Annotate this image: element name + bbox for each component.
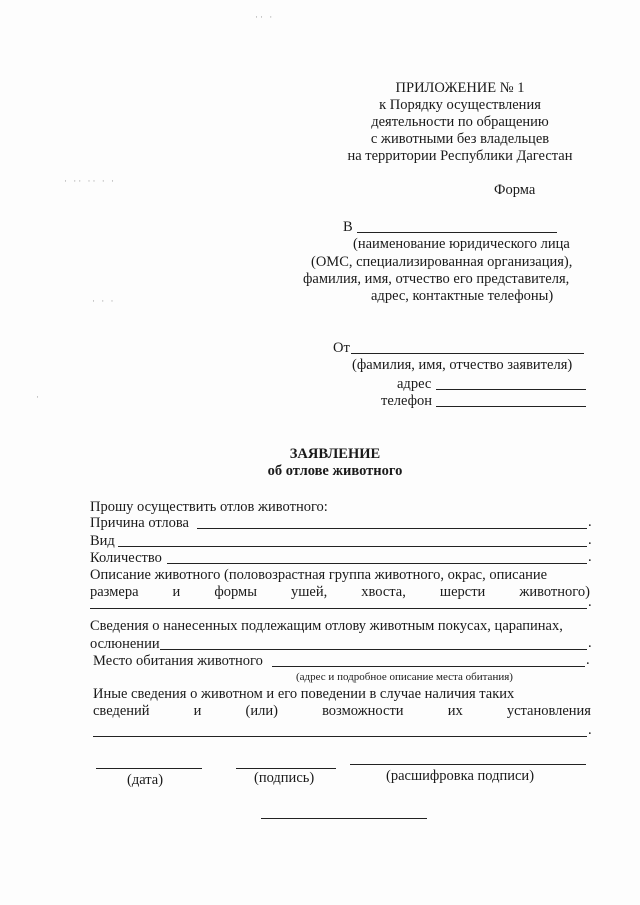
appendix-title: ПРИЛОЖЕНИЕ № 1 — [395, 80, 525, 96]
address-field-line[interactable] — [436, 389, 586, 390]
word: возможности — [322, 703, 404, 719]
to-prefix: В — [343, 219, 353, 235]
count-field-line[interactable] — [167, 563, 587, 564]
to-field-line[interactable] — [357, 232, 557, 233]
line-dot: . — [588, 514, 592, 530]
description-line2 — [90, 584, 590, 601]
date-caption: (дата) — [127, 772, 164, 788]
scratches-field-line[interactable] — [160, 649, 587, 650]
appendix-line: на территории Республики Дагестан — [347, 148, 573, 164]
scan-noise: · ·· ·· · · — [64, 176, 116, 186]
reason-label: Причина отлова — [90, 515, 189, 531]
reason-field-line[interactable] — [197, 528, 587, 529]
word: шерсти — [439, 584, 486, 600]
to-hint: (ОМС, специализированная организация), — [311, 254, 573, 270]
other-info-line2 — [93, 703, 591, 720]
word: (или) — [245, 703, 278, 719]
line-dot: . — [588, 594, 592, 610]
word: и — [193, 703, 202, 719]
word: и — [172, 584, 181, 600]
from-field-line[interactable] — [351, 353, 584, 354]
word: формы — [214, 584, 257, 600]
description-line1: Описание животного (половозрастная группа животного, окрас, описание — [90, 567, 548, 583]
from-prefix: От — [333, 340, 350, 356]
appendix-line: деятельности по обращению — [371, 114, 549, 130]
scan-noise: ·· · — [255, 12, 275, 22]
phone-field-line[interactable] — [436, 406, 586, 407]
line-dot: . — [588, 722, 592, 738]
word: размера — [90, 584, 139, 600]
document-title: ЗАЯВЛЕНИЕ — [289, 446, 381, 462]
scratches-line2: ослюнении — [90, 636, 160, 652]
phone-label: телефон — [381, 393, 433, 409]
description-field-line[interactable] — [90, 608, 587, 609]
habitat-label: Место обитания животного — [93, 653, 263, 669]
other-info-line1: Иные сведения о животном и его поведении в случае наличия таких — [93, 686, 515, 702]
scan-noise: · · · — [92, 296, 116, 306]
line-dot: . — [588, 549, 592, 565]
count-label: Количество — [90, 550, 162, 566]
address-label: адрес — [397, 376, 432, 392]
to-hint: (наименование юридического лица — [353, 236, 570, 252]
from-hint: (фамилия, имя, отчество заявителя) — [352, 357, 573, 373]
kind-label: Вид — [90, 533, 115, 549]
other-info-field-line[interactable] — [93, 736, 587, 737]
intro-text: Прошу осуществить отлов животного: — [90, 499, 328, 515]
signature-decode-caption: (расшифровка подписи) — [386, 768, 535, 784]
word: установления — [506, 703, 591, 719]
to-hint: фамилия, имя, отчество его представителя, — [303, 271, 570, 287]
word: животного) — [519, 584, 590, 600]
word: хвоста, — [361, 584, 406, 600]
line-dot: . — [588, 532, 592, 548]
document-subtitle: об отлове животного — [267, 463, 403, 479]
signature-field-line[interactable] — [236, 768, 336, 769]
to-hint: адрес, контактные телефоны) — [371, 288, 554, 304]
form-label: Форма — [494, 182, 536, 198]
signature-decode-field-line[interactable] — [350, 764, 586, 765]
scratches-line1: Сведения о нанесенных подлежащим отлову животным покусах, царапинах, — [90, 618, 563, 634]
line-dot: . — [588, 635, 592, 651]
word: сведений — [93, 703, 150, 719]
habitat-field-line[interactable] — [272, 666, 585, 667]
appendix-line: к Порядку осуществления — [379, 97, 541, 113]
word: ушей, — [290, 584, 328, 600]
word: их — [447, 703, 463, 719]
scan-noise: · — [36, 392, 41, 402]
appendix-line: с животными без владельцев — [370, 131, 550, 147]
line-dot: . — [586, 652, 590, 668]
date-field-line[interactable] — [96, 768, 202, 769]
kind-field-line[interactable] — [118, 546, 587, 547]
bottom-separator-line — [261, 818, 427, 819]
signature-caption: (подпись) — [254, 770, 315, 786]
habitat-hint: (адрес и подробное описание места обитания) — [296, 671, 513, 683]
